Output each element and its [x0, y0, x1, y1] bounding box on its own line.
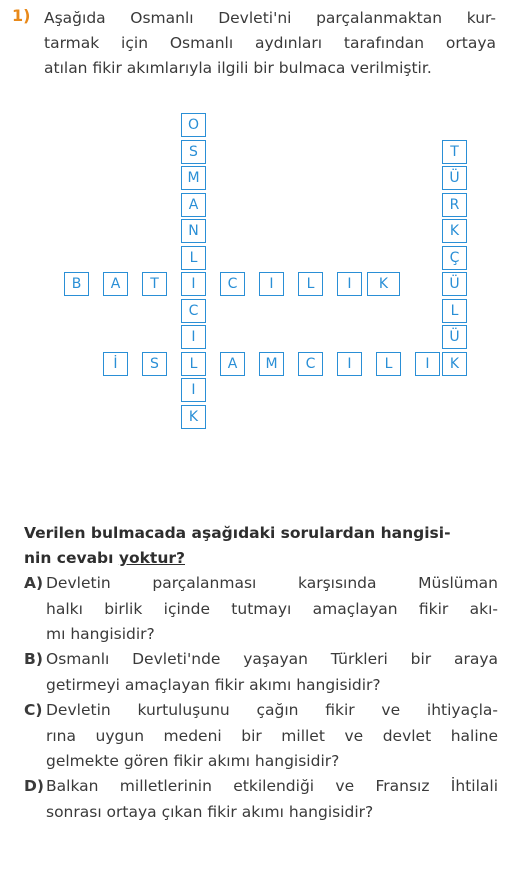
puzzle-cell: İ [103, 352, 128, 376]
puzzle-cell: S [142, 352, 167, 376]
puzzle-cell: R [442, 193, 467, 217]
prompt-line: Verilen bulmacada aşağıdaki sorulardan hangisi- [24, 524, 451, 542]
prompt-line: nin cevabı [24, 549, 119, 567]
intro-line: Aşağıda Osmanlı Devleti'ni parçalanmaktan kur- [44, 9, 496, 27]
puzzle-cell: O [181, 113, 206, 137]
puzzle-cell: L [181, 246, 206, 270]
puzzle-cell: I [181, 272, 206, 296]
option-text: Balkan milletlerinin etkilendiği ve Fransız İhtilali [46, 777, 498, 795]
puzzle-cell: I [337, 272, 362, 296]
puzzle-cell: L [181, 352, 206, 376]
puzzle-cell: K [181, 405, 206, 429]
puzzle-cell: C [298, 352, 323, 376]
puzzle-cell: L [298, 272, 323, 296]
puzzle-cell: T [142, 272, 167, 296]
puzzle-cell: A [103, 272, 128, 296]
puzzle-cell: I [337, 352, 362, 376]
puzzle-cell: A [220, 352, 245, 376]
question-intro [44, 6, 496, 81]
option-d[interactable] [24, 774, 498, 825]
option-label: A) [24, 574, 44, 592]
option-text: Osmanlı Devleti'nde yaşayan Türkleri bir araya [46, 650, 498, 668]
puzzle-cell: T [442, 140, 467, 164]
option-b[interactable] [24, 647, 498, 698]
puzzle-cell: K [442, 352, 467, 376]
option-text: Devletin parçalanması karşısında Müslüman [46, 574, 498, 592]
puzzle-cell: A [181, 193, 206, 217]
puzzle-cell: Ü [442, 325, 467, 349]
puzzle-cell: N [181, 219, 206, 243]
option-label: C) [24, 701, 43, 719]
puzzle-cell: I [181, 378, 206, 402]
option-text: sonrası ortaya çıkan fikir akımı hangisidir? [46, 802, 374, 821]
puzzle-cell: C [220, 272, 245, 296]
puzzle-cell: M [259, 352, 284, 376]
puzzle-cell: I [259, 272, 284, 296]
option-label: B) [24, 650, 43, 668]
intro-line: tarmak için Osmanlı aydınları tarafından ortaya [44, 34, 496, 52]
option-text: getirmeyi amaçlayan fikir akımı hangisidir? [46, 675, 381, 694]
puzzle-cell: M [181, 166, 206, 190]
puzzle-cell: B [64, 272, 89, 296]
puzzle-cell: L [376, 352, 401, 376]
option-text: rına uygun medeni bir millet ve devlet haline [46, 726, 498, 745]
puzzle-cell: Ç [442, 246, 467, 270]
question-number: 1) [12, 6, 31, 25]
question-prompt [24, 521, 498, 571]
option-a[interactable] [24, 571, 498, 648]
option-text: mı hangisidir? [46, 625, 155, 643]
option-label: D) [24, 777, 44, 795]
puzzle-cell: K [367, 272, 400, 296]
puzzle-cell: S [181, 140, 206, 164]
option-text: halkı birlik içinde tutmayı amaçlayan fikir akı- [46, 599, 498, 618]
intro-line: atılan fikir akımlarıyla ilgili bir bulmaca verilmiştir. [44, 59, 432, 77]
option-text: gelmekte gören fikir akımı hangisidir? [46, 752, 340, 770]
prompt-emphasis: yoktur? [118, 549, 185, 567]
puzzle-cell: I [181, 325, 206, 349]
puzzle-cell: I [415, 352, 440, 376]
option-text: Devletin kurtuluşunu çağın fikir ve ihtiyaçla- [46, 701, 498, 719]
option-c[interactable] [24, 698, 498, 775]
puzzle-cell: K [442, 219, 467, 243]
puzzle-cell: Ü [442, 166, 467, 190]
puzzle-cell: C [181, 299, 206, 323]
puzzle-cell: L [442, 299, 467, 323]
puzzle-cell: Ü [442, 272, 467, 296]
